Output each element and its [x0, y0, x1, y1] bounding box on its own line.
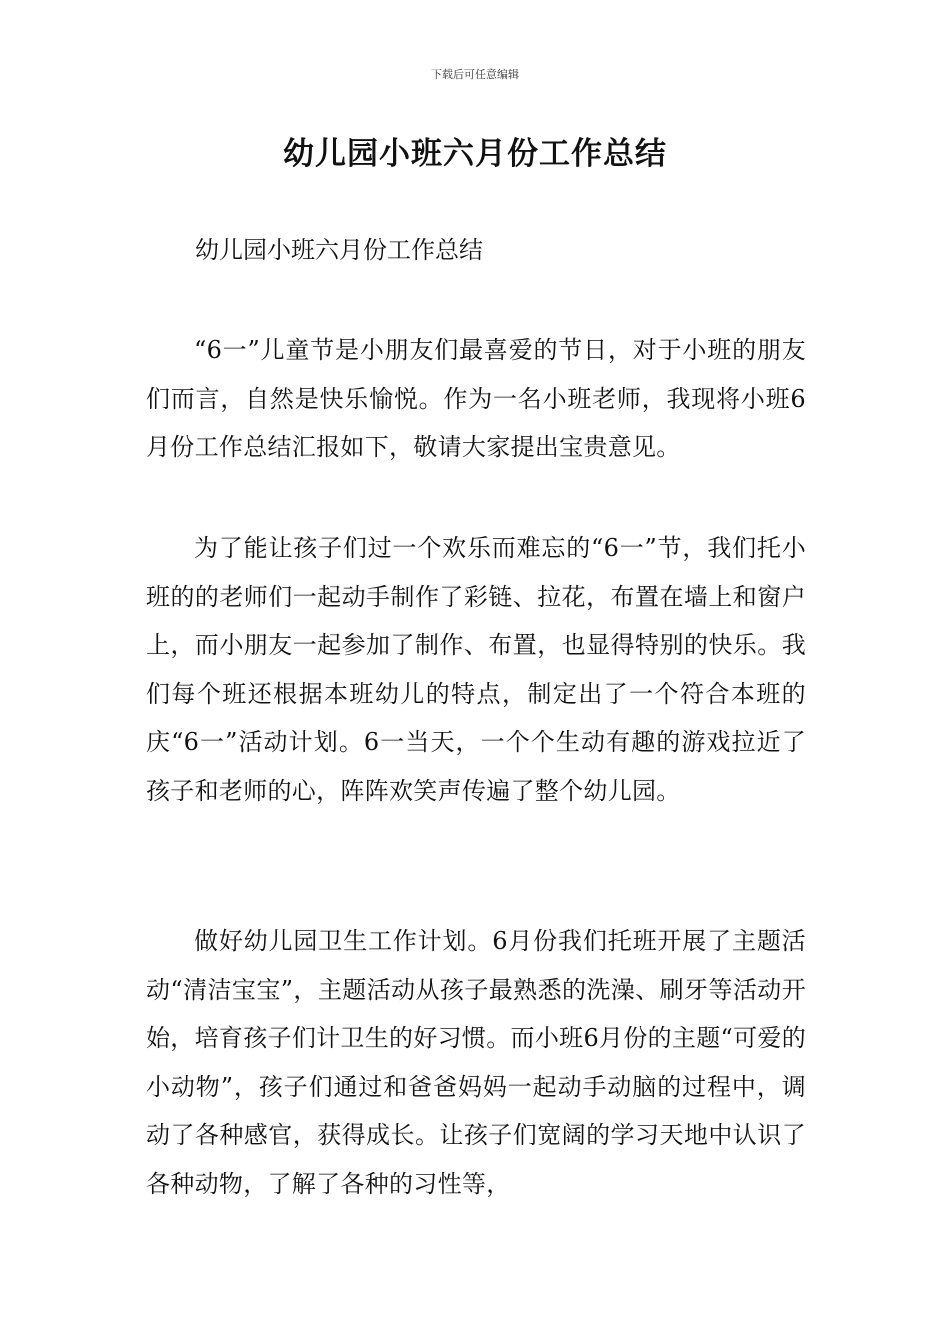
paragraph-2: 为了能让孩子们过一个欢乐而难忘的“6一”节，我们托小班的的老师们一起动手制作了彩链、拉花，布置在墙上和窗户上，而小朋友一起参加了制作、布置，也显得特别的快乐。我们每个班还根据本班幼儿的特点，制定出了一个符合本班的庆“6一”活动计划。6一当天，一个个生动有趣的游戏拉近了孩子和老师的心，阵阵欢笑声传遍了整个幼儿园。 — [146, 534, 806, 805]
document-title: 幼儿园小班六月份工作总结 — [283, 136, 667, 172]
paragraph-1: “6一”儿童节是小朋友们最喜爱的节日，对于小班的朋友们而言，自然是快乐愉悦。作为一名小班老师，我现将小班6月份工作总结汇报如下，敬请大家提出宝贵意见。 — [146, 336, 806, 461]
paragraph-3: 做好幼儿园卫生工作计划。6月份我们托班开展了主题活动“清洁宝宝”，主题活动从孩子最熟悉的洗澡、刷牙等活动开始，培育孩子们计卫生的好习惯。而小班6月份的主题“可爱的小动物”，孩子们通过和爸爸妈妈一起动手动脑的过程中，调动了各种感官，获得成长。让孩子们宽阔的学习天地中认识了各种动物，了解了各种的习性等， — [146, 927, 806, 1198]
header-note: 下载后可任意编辑 — [431, 68, 519, 81]
document-subtitle: 幼儿园小班六月份工作总结 — [195, 236, 483, 264]
